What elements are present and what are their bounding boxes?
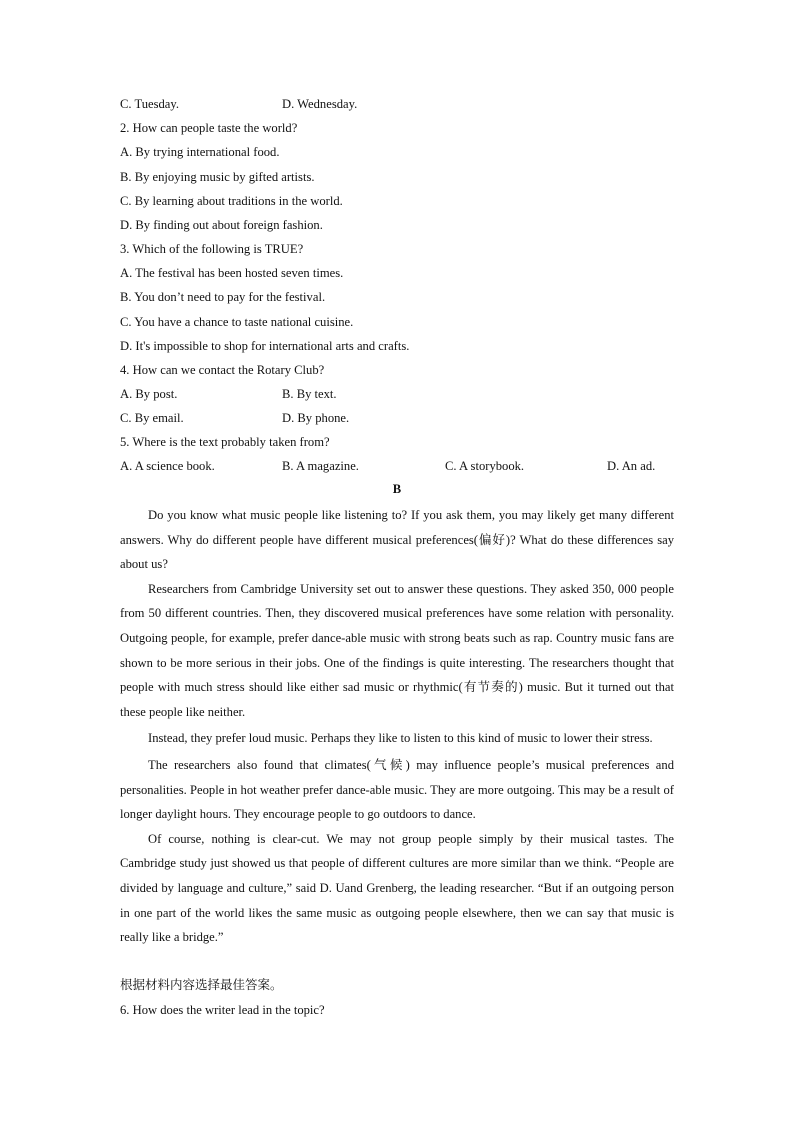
q2-stem: 2. How can people taste the world? [120, 121, 298, 135]
q3-stem: 3. Which of the following is TRUE? [120, 242, 304, 256]
instruction: 根据材料内容选择最佳答案。 [120, 977, 283, 992]
q3-option-a: A. The festival has been hosted seven times. [120, 266, 344, 280]
passage-b [120, 503, 674, 950]
passage-paragraph-5: Of course, nothing is clear-cut. We may not group people simply by their musical tastes. The Cambridge study just showed us that people of different cultures are more similar than we think. “People are divided by language and culture,” said D. Uand Grenberg, the leading researcher. “But if an outgoing person in one part of the world likes the same music as outgoing people elsewhere, then we can say that music is really like a bridge.” [120, 831, 674, 945]
q2-option-c: C. By learning about traditions in the world. [120, 194, 343, 208]
q3-option-d: D. It's impossible to shop for international arts and crafts. [120, 339, 410, 353]
q5-option-c: C. A storybook. [445, 459, 525, 473]
q5-option-a: A. A science book. [120, 459, 215, 473]
q4-option-a: A. By post. [120, 387, 178, 401]
passage-paragraph-3: Instead, they prefer loud music. Perhaps they like to listen to this kind of music to lower their stress. [148, 731, 653, 746]
q5-option-d: D. An ad. [607, 459, 656, 473]
q4-option-d: D. By phone. [282, 411, 350, 425]
q6-stem: 6. How does the writer lead in the topic? [120, 1003, 325, 1017]
q3-option-c: C. You have a chance to taste national cuisine. [120, 315, 354, 329]
passage-paragraph-2: Researchers from Cambridge University set out to answer these questions. They asked 350, 000 people from 50 different countries. Then, they discovered musical preferences have some relation with personality. Outgoing people, for example, prefer dance-able music with strong beats such as rap. Country music fans are shown to be more serious in their jobs. One of the findings is quite interesting. The researchers thought that people with much stress should like either sad music or rhythmic(有节奏的) music. But it turned out that these people like neither. [120, 581, 674, 719]
q4-option-c: C. By email. [120, 411, 184, 425]
q2-option-a: A. By trying international food. [120, 145, 280, 159]
q2-option-d: D. By finding out about foreign fashion. [120, 218, 323, 232]
q4-option-b: B. By text. [282, 387, 337, 401]
q2-option-b: B. By enjoying music by gifted artists. [120, 170, 315, 184]
q1-option-d: D. Wednesday. [282, 97, 358, 111]
q5-stem: 5. Where is the text probably taken from? [120, 435, 330, 449]
q3-option-b: B. You don’t need to pay for the festival. [120, 290, 326, 304]
passage-paragraph-1: Do you know what music people like listening to? If you ask them, you may likely get many different answers. Why do different people have different musical preferences(偏好)? What do these differences say about us? [120, 508, 674, 572]
q4-stem: 4. How can we contact the Rotary Club? [120, 363, 325, 377]
section-b-title: B [392, 482, 402, 496]
passage-paragraph-4: The researchers also found that climates(气候) may influence people’s musical preferences and personalities. People in hot weather prefer dance-able music. They are more outgoing. This may be a result of longer daylight hours. They encourage people to go outdoors to dance. [120, 757, 674, 822]
q5-option-b: B. A magazine. [282, 459, 359, 473]
q1-option-c: C. Tuesday. [120, 97, 180, 111]
